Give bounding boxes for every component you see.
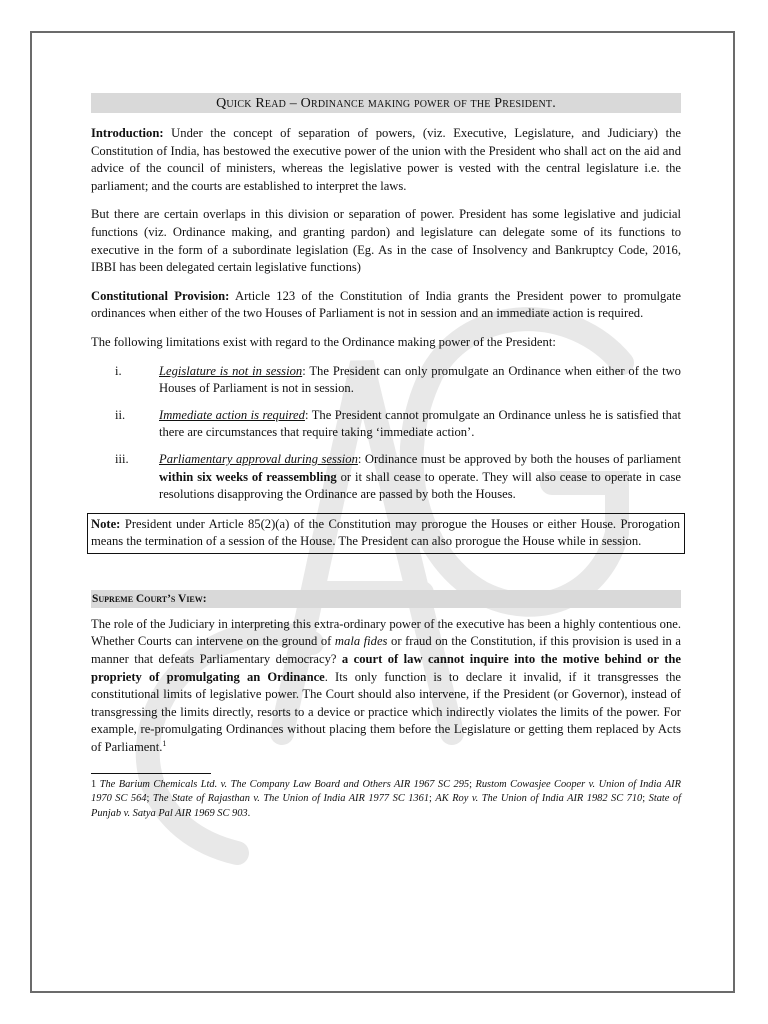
provision-paragraph: Constitutional Provision: Article 123 of the Constitution of India grants the President power to promulgate ordinances when either of the two Houses of Parliament is not in session and an immediate action is required.	[91, 288, 681, 321]
footnote-reference[interactable]: 1	[162, 738, 167, 748]
list-item: ii. Immediate action is required: The President cannot promulgate an Ordinance unless he is satisfied that there are circumstances that require taking ‘immediate action’.	[115, 407, 681, 440]
provision-label: Constitutional Provision:	[91, 288, 230, 303]
introduction-label: Introduction:	[91, 126, 164, 140]
document-title: Quick Read – Ordinance making power of the President.	[91, 93, 681, 113]
note-box: Note: President under Article 85(2)(a) of the Constitution may prorogue the Houses or either House. Prorogation means the termination of a session of the House. The President can also prorogue the House while in session.	[87, 513, 685, 554]
supreme-court-paragraph: The role of the Judiciary in interpreting this extra-ordinary power of the executive has been a highly contentious one. Whether Courts can intervene on the ground of mala fides or fraud on the Constitution, if this provision is used in a manner that defeats Parliamentary democracy? a court of law cannot inquire into the motive behind or the propriety of promulgating an Ordinance. Its only function is to declare it invalid, if it transgresses the constitutional limits of legislative power. The Court should also intervene, if the President (or Governor), instead of transgressing the limits directly, resorts to a device or practice which indirectly violates the limits of the power. For example, re-promulgating Ordinances without placing them before the Legislature or getting them replaced by Acts of Parliament.$^1$	[91, 616, 682, 755]
overlap-paragraph: But there are certain overlaps in this division or separation of power. President has some legislative and judicial functions (viz. Ordinance making, and granting pardon) and legislature can delegate some of its functions to executive in the form of a subordinate legislation (Eg. As in the case of Insolvency and Bankruptcy Code, 2016, IBBI has been delegated certain legislative functions)	[91, 207, 681, 275]
introduction-paragraph: Introduction: Under the concept of separation of powers, (viz. Executive, Legislature, and Judiciary) the Constitution of India, has bestowed the executive power of the union with the President who shall act on the aid and advice of the council of ministers, whereas the legislative power is vested with the central legislature i.e. the parliament; and the courts are established to interpret the laws.	[91, 126, 681, 193]
limitations-intro: The following limitations exist with regard to the Ordinance making power of the President:	[91, 334, 556, 349]
footnote-divider	[91, 773, 211, 774]
footnote: 1 The Barium Chemicals Ltd. v. The Company Law Board and Others AIR 1967 SC 295; Rustom Cowasjee Cooper v. Union of India AIR 1970 SC 564; The State of Rajasthan v. The Union of India AIR 1977 SC 1361; AK Roy v. The Union of India AIR 1982 SC 710; State of Punjab v. Satya Pal AIR 1969 SC 903.	[91, 778, 681, 819]
limitations-list	[91, 363, 681, 504]
list-item: i. Legislature is not in session: The President can only promulgate an Ordinance when either of the two Houses of Parliament is not in session.	[115, 363, 681, 396]
page	[30, 31, 735, 993]
note-label: Note:	[91, 516, 121, 531]
supreme-court-heading: Supreme Court’s View:	[91, 590, 681, 608]
list-item: iii. Parliamentary approval during session: Ordinance must be approved by both the houses of parliament within six weeks of reassembling or it shall cease to operate. They will also cease to operate in case resolutions disapproving the Ordinance are passed by both the Houses.	[115, 451, 681, 502]
document-body	[91, 93, 681, 821]
